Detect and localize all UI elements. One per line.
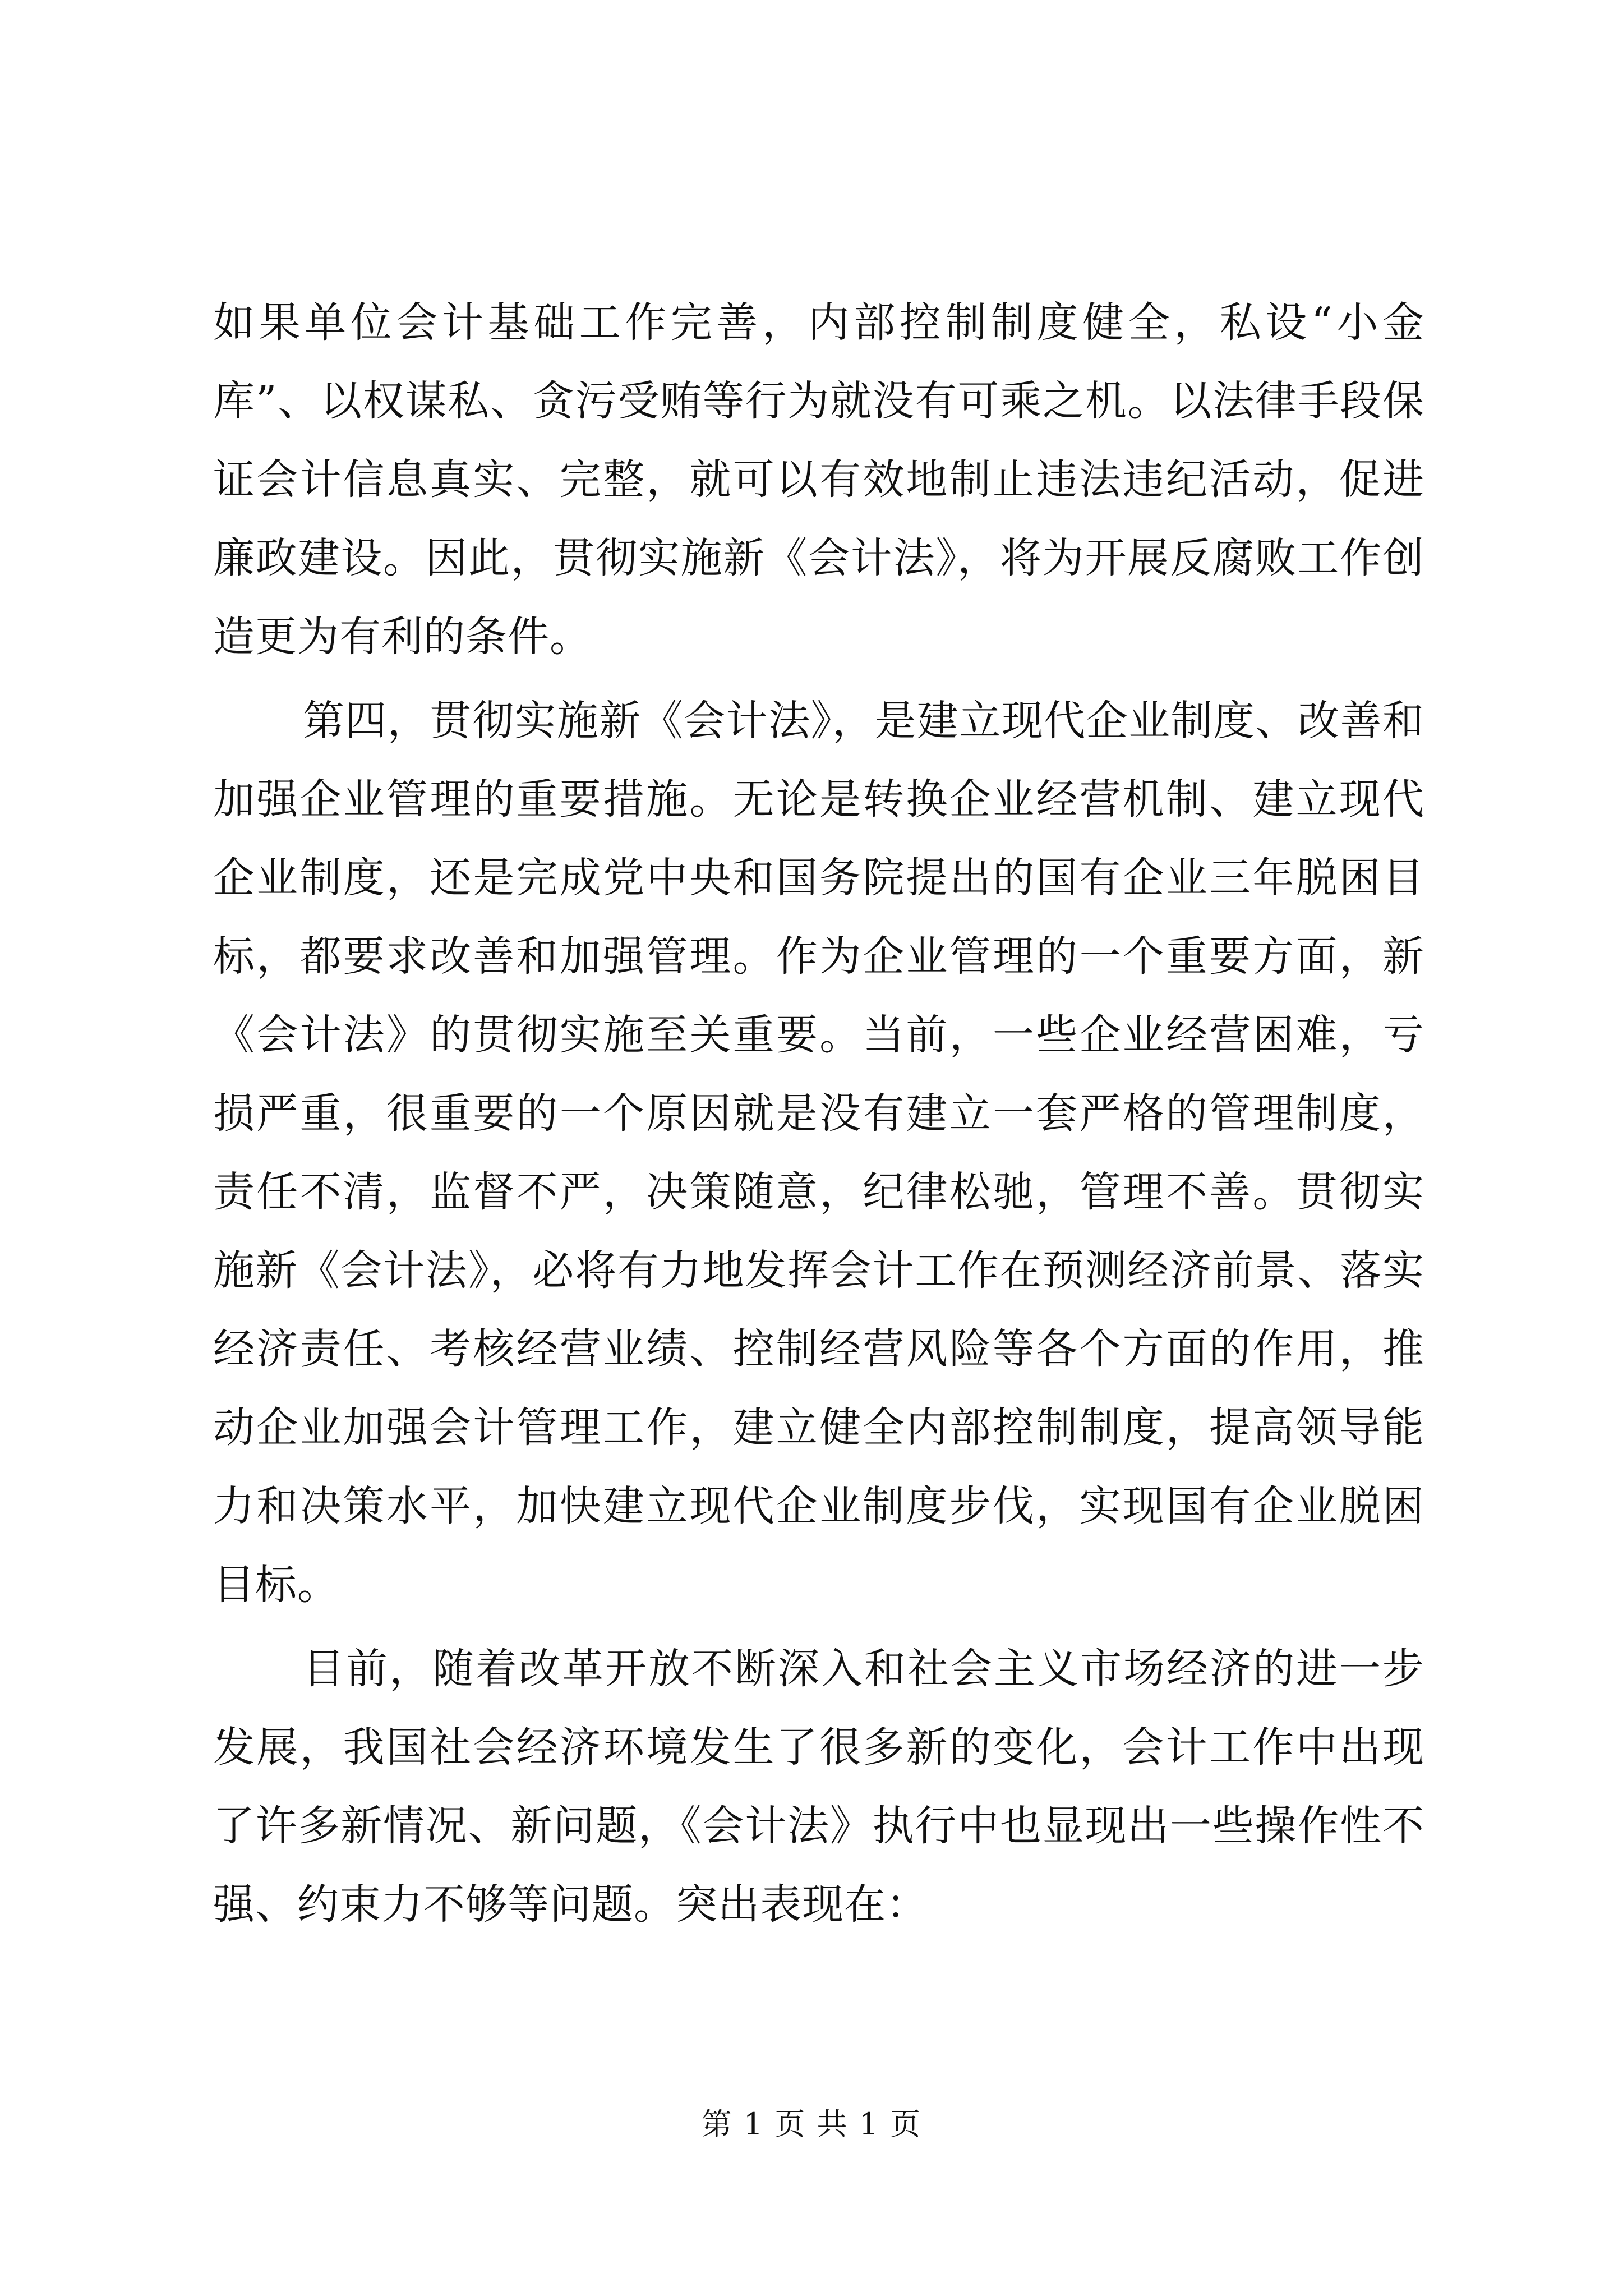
paragraph-3: 目前，随着改革开放不断深入和社会主义市场经济的进一步发展，我国社会经济环境发生了很多新的变化，会计工作中出现了许多新情况、新问题，《会计法》执行中也显现出一些操作性不强、约束力不够等问题。突出表现在：: [213, 1645, 1424, 1929]
paragraph-1: 如果单位会计基础工作完善，内部控制制度健全，私设“小金库”、以权谋私、贪污受贿等行为就没有可乘之机。以法律手段保证会计信息真实、完整，就可以有效地制止违法违纪活动，促进廉政建设。因此，贯彻实施新《会计法》，将为开展反腐败工作创造更为有利的条件。: [213, 298, 1424, 661]
page-footer: 第 1 页 共 1 页: [701, 2106, 922, 2142]
body-text: [213, 283, 1424, 1944]
paragraph-2: 第四，贯彻实施新《会计法》，是建立现代企业制度、改善和加强企业管理的重要措施。无论是转换企业经营机制、建立现代企业制度，还是完成党中央和国务院提出的国有企业三年脱困目标，都要求改善和加强管理。作为企业管理的一个重要方面，新《会计法》的贯彻实施至关重要。当前，一些企业经营困难，亏损严重，很重要的一个原因就是没有建立一套严格的管理制度，责任不清，监督不严，决策随意，纪律松驰，管理不善。贯彻实施新《会计法》，必将有力地发挥会计工作在预测经济前景、落实经济责任、考核经营业绩、控制经营风险等各个方面的作用，推动企业加强会计管理工作，建立健全内部控制制度，提高领导能力和决策水平，加快建立现代企业制度步伐，实现国有企业脱困目标。: [213, 697, 1424, 1609]
